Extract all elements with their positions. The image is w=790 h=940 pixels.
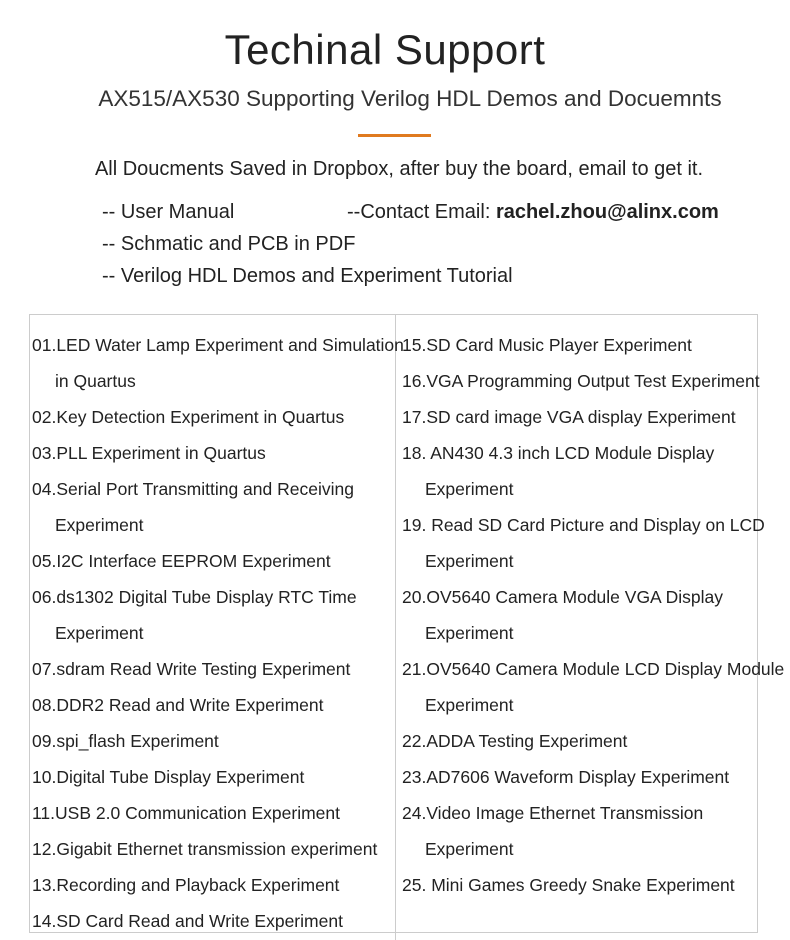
experiment-title: 16.VGA Programming Output Test Experiment <box>402 371 760 391</box>
experiment-item <box>32 435 402 471</box>
experiment-title: 17.SD card image VGA display Experiment <box>402 407 736 427</box>
experiment-title: 04.Serial Port Transmitting and Receiving <box>32 479 354 499</box>
experiment-item <box>402 507 787 579</box>
experiment-title-continued: Experiment <box>425 839 514 859</box>
experiment-item <box>32 759 402 795</box>
experiment-item <box>402 399 787 435</box>
experiment-title: 19. Read SD Card Picture and Display on LCD <box>402 515 765 535</box>
experiment-title-continued: in Quartus <box>55 371 136 391</box>
intro-text: All Doucments Saved in Dropbox, after buy the board, email to get it. <box>94 158 704 180</box>
experiment-item <box>32 327 402 399</box>
experiment-title: 18. AN430 4.3 inch LCD Module Display <box>402 443 715 463</box>
experiment-list-left <box>32 327 402 939</box>
experiment-title: 12.Gigabit Ethernet transmission experiment <box>32 839 378 859</box>
experiment-item <box>32 543 402 579</box>
experiment-title: 07.sdram Read Write Testing Experiment <box>32 659 351 679</box>
experiment-title: 05.I2C Interface EEPROM Experiment <box>32 551 331 571</box>
experiment-title-continued: Experiment <box>425 623 514 643</box>
experiment-title: 20.OV5640 Camera Module VGA Display <box>402 587 723 607</box>
experiment-title: 03.PLL Experiment in Quartus <box>32 443 266 463</box>
experiment-title: 15.SD Card Music Player Experiment <box>402 335 692 355</box>
experiment-item <box>32 867 402 903</box>
experiment-title-continued: Experiment <box>55 623 144 643</box>
experiment-item <box>402 651 787 723</box>
bullet-schematic-pcb: -- Schmatic and PCB in PDF <box>102 233 356 255</box>
accent-divider <box>358 134 431 137</box>
experiment-item <box>402 435 787 507</box>
page-subtitle: AX515/AX530 Supporting Verilog HDL Demos and Docuemnts <box>98 86 722 111</box>
experiment-item <box>402 867 787 903</box>
experiment-title: 09.spi_flash Experiment <box>32 731 219 751</box>
experiment-title: 06.ds1302 Digital Tube Display RTC Time <box>32 587 357 607</box>
contact-label: --Contact Email: <box>347 201 496 223</box>
experiment-title: 22.ADDA Testing Experiment <box>402 731 628 751</box>
experiment-title-continued: Experiment <box>425 479 514 499</box>
experiment-item <box>402 579 787 651</box>
experiment-item <box>402 759 787 795</box>
experiment-item <box>32 399 402 435</box>
page-title: Techinal Support <box>224 26 546 73</box>
experiment-list-right <box>402 327 787 903</box>
experiment-title: 24.Video Image Ethernet Transmission <box>402 803 704 823</box>
contact-line <box>347 201 719 224</box>
experiment-item <box>402 795 787 867</box>
experiment-item <box>32 723 402 759</box>
contact-email-link[interactable]: rachel.zhou@alinx.com <box>495 201 719 223</box>
experiment-item <box>32 579 402 651</box>
experiment-title: 10.Digital Tube Display Experiment <box>32 767 305 787</box>
experiment-item <box>32 687 402 723</box>
experiment-title: 08.DDR2 Read and Write Experiment <box>32 695 324 715</box>
experiment-title: 14.SD Card Read and Write Experiment <box>32 911 343 931</box>
experiment-item <box>32 831 402 867</box>
bullet-user-manual: -- User Manual <box>102 201 235 223</box>
experiment-title: 25. Mini Games Greedy Snake Experiment <box>402 875 735 895</box>
experiment-title: 13.Recording and Playback Experiment <box>32 875 340 895</box>
experiment-title-continued: Experiment <box>55 515 144 535</box>
experiment-item <box>32 471 402 543</box>
experiment-item <box>32 903 402 939</box>
experiment-title-continued: Experiment <box>425 695 514 715</box>
experiment-item <box>402 363 787 399</box>
experiment-title-continued: Experiment <box>425 551 514 571</box>
experiment-title: 21.OV5640 Camera Module LCD Display Module <box>402 659 785 679</box>
experiment-item <box>32 651 402 687</box>
experiment-title: 11.USB 2.0 Communication Experiment <box>32 803 341 823</box>
experiment-title: 02.Key Detection Experiment in Quartus <box>32 407 345 427</box>
experiment-item <box>32 795 402 831</box>
experiment-title: 23.AD7606 Waveform Display Experiment <box>402 767 730 787</box>
experiment-title: 01.LED Water Lamp Experiment and Simulation <box>32 335 404 355</box>
bullet-verilog-demos: -- Verilog HDL Demos and Experiment Tutorial <box>102 265 513 287</box>
experiment-item <box>402 327 787 363</box>
experiment-item <box>402 723 787 759</box>
